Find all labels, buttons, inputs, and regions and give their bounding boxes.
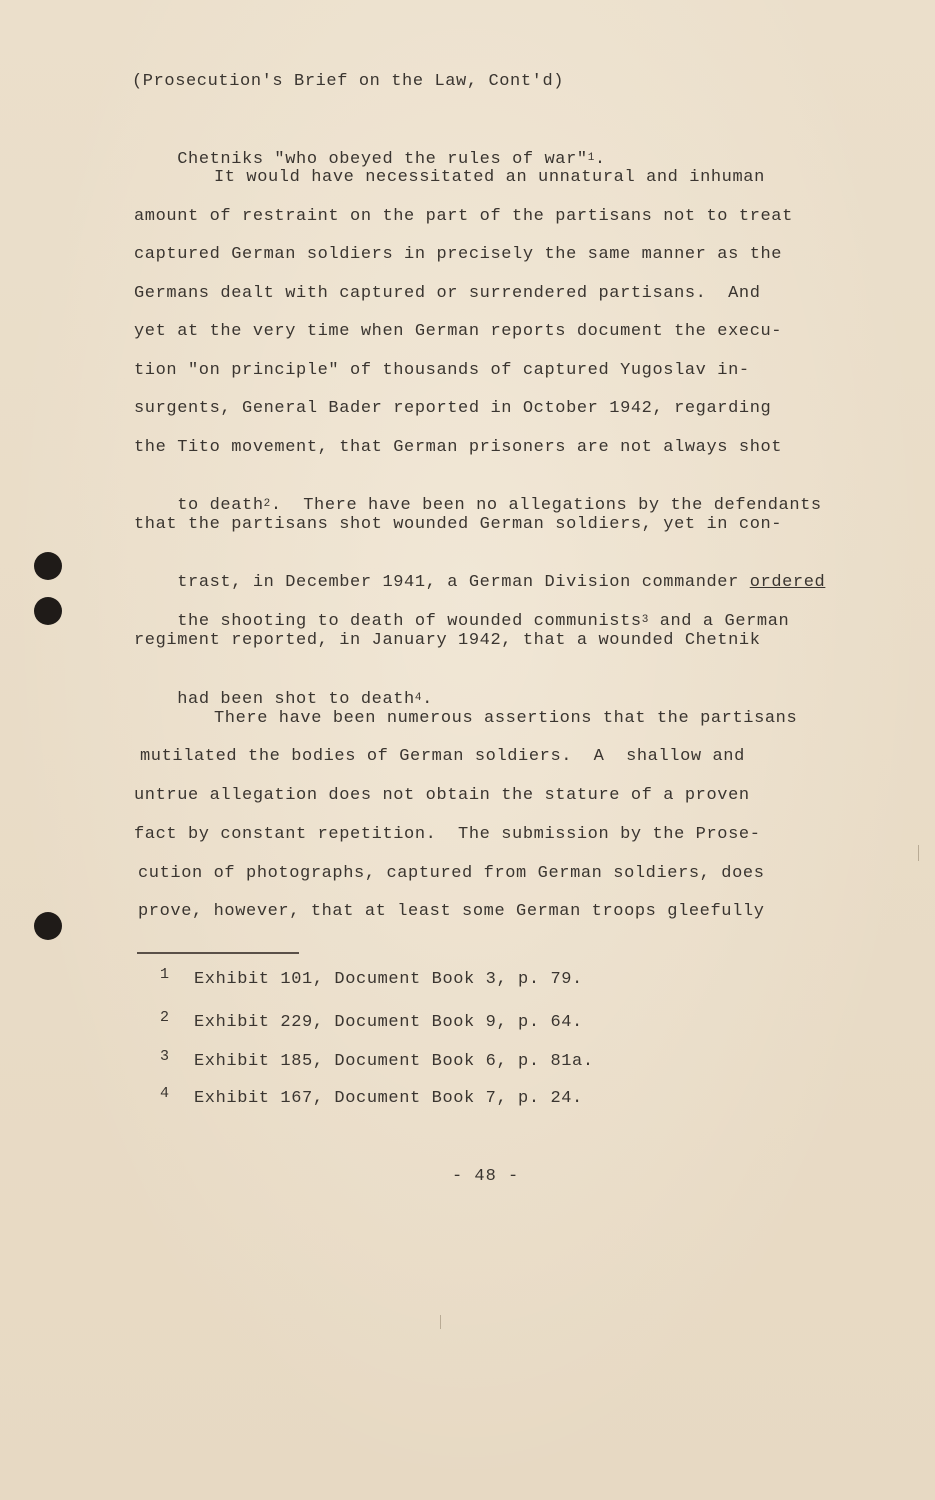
page-header: (Prosecution's Brief on the Law, Cont'd) xyxy=(132,72,565,91)
footnote-ref: 2 xyxy=(263,498,271,510)
text-line: the shooting to death of wounded communists$^3$ and a German xyxy=(177,612,790,631)
text-line: trast, in December 1941, a German Division commander ordered xyxy=(177,573,826,592)
text-line: regiment reported, in January 1942, that a wounded Chetnik xyxy=(134,631,761,650)
footnote-ref: 3 xyxy=(641,614,649,626)
text-line: Germans dealt with captured or surrendered partisans. And xyxy=(134,284,761,303)
text-line: tion "on principle" of thousands of captured Yugoslav in- xyxy=(134,361,750,380)
text-line: There have been numerous assertions that the partisans xyxy=(214,709,798,728)
text-line: to death$^2$. There have been no allegations by the defendants xyxy=(177,496,822,515)
text-line: that the partisans shot wounded German soldiers, yet in con- xyxy=(134,515,783,534)
footnote-number: 4 xyxy=(160,1085,170,1102)
underlined-word: ordered xyxy=(749,573,826,592)
text-line: had been shot to death$^4$. xyxy=(177,690,433,709)
punch-hole-top xyxy=(34,552,62,580)
text-line: It would have necessitated an unnatural and inhuman xyxy=(214,168,765,187)
footnote-text: Exhibit 185, Document Book 6, p. 81a. xyxy=(194,1052,594,1071)
footnote-text: Exhibit 229, Document Book 9, p. 64. xyxy=(194,1013,583,1032)
text-line: mutilated the bodies of German soldiers. A shallow and xyxy=(140,747,745,766)
text-line: captured German soldiers in precisely the same manner as the xyxy=(134,245,783,264)
text-line: Chetniks "who obeyed the rules of war"$^1$. xyxy=(177,150,606,169)
page-number: - 48 - xyxy=(452,1167,520,1186)
paper-mark xyxy=(918,845,919,861)
text-line: prove, however, that at least some German troops gleefully xyxy=(138,902,765,921)
text-line: untrue allegation does not obtain the stature of a proven xyxy=(134,786,750,805)
footnote-ref: 1 xyxy=(587,152,595,164)
text-line: fact by constant repetition. The submission by the Prose- xyxy=(134,825,761,844)
footnote-number: 1 xyxy=(160,966,170,983)
footnote-ref: 4 xyxy=(414,692,423,704)
paper-mark xyxy=(440,1315,441,1329)
footnote-number: 2 xyxy=(160,1009,170,1026)
text-line: amount of restraint on the part of the partisans not to treat xyxy=(134,207,793,226)
footnote-text: Exhibit 101, Document Book 3, p. 79. xyxy=(194,970,583,989)
text-line: the Tito movement, that German prisoners are not always shot xyxy=(134,438,783,457)
punch-hole-middle xyxy=(34,597,62,625)
text-line: cution of photographs, captured from German soldiers, does xyxy=(138,864,765,883)
footnote-number: 3 xyxy=(160,1048,170,1065)
punch-hole-bottom xyxy=(34,912,62,940)
text-line: surgents, General Bader reported in October 1942, regarding xyxy=(134,399,772,418)
footnote-divider xyxy=(137,952,299,954)
footnote-text: Exhibit 167, Document Book 7, p. 24. xyxy=(194,1089,583,1108)
text-line: yet at the very time when German reports document the execu- xyxy=(134,322,783,341)
